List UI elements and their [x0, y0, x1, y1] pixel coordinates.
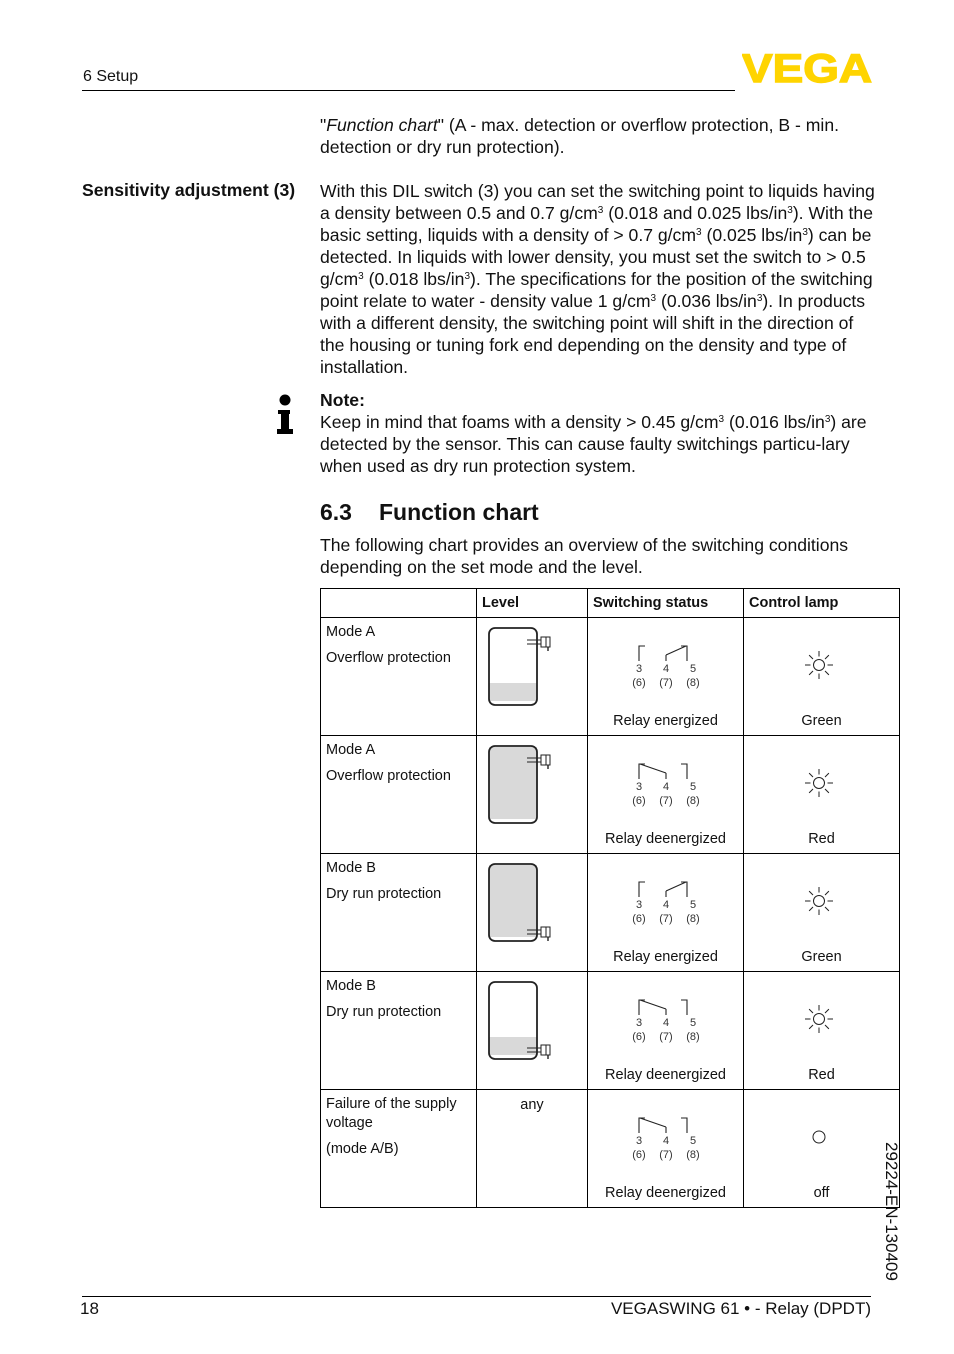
terminal-label: 3: [635, 1135, 643, 1147]
terminal-label: (8): [686, 1031, 700, 1043]
level-cell: [477, 972, 588, 1090]
terminal-label: 3: [635, 781, 643, 793]
mode-label: Mode B: [326, 860, 376, 876]
footer-title: VEGASWING 61 • - Relay (DPDT): [610, 1299, 871, 1318]
level-any-label: any: [520, 1097, 544, 1113]
table-row: [321, 1090, 900, 1208]
lamp-label: Green: [801, 713, 842, 729]
control-lamp-cell: [744, 618, 900, 736]
mode-cell: [321, 854, 477, 972]
control-lamp-cell: [744, 972, 900, 1090]
section-title: Function chart: [379, 499, 539, 525]
function-chart-table: [320, 588, 900, 1208]
lamp-on-icon: [802, 766, 836, 800]
svg-text:VEGA: VEGA: [742, 52, 872, 84]
level-cell: [477, 736, 588, 854]
terminal-label: 5: [689, 899, 697, 911]
terminal-label: (6): [632, 677, 646, 689]
function-label: Overflow protection: [326, 768, 451, 784]
document-number: [874, 1140, 914, 1290]
relay-contact-icon: [626, 759, 706, 809]
terminal-label: (6): [632, 795, 646, 807]
lamp-off-icon: [802, 1120, 836, 1154]
header-rule: [82, 90, 735, 91]
terminal-label: 3: [635, 1017, 643, 1029]
relay-status-label: Relay deenergized: [605, 1067, 726, 1083]
table-row: [321, 618, 900, 736]
terminal-label: 4: [662, 899, 670, 911]
lamp-label: off: [813, 1185, 830, 1201]
relay-status-label: Relay energized: [613, 713, 718, 729]
terminal-label: (8): [686, 677, 700, 689]
relay-status-label: Relay deenergized: [605, 1185, 726, 1201]
tank-icon: [477, 857, 557, 945]
info-icon: [274, 394, 296, 436]
note-text: Keep in mind that foams with a density > 0.45 $g/cm^3$ (0.016 lbs/$in^3$) are detected by the sensor. This can cause faulty switchings particu-lary when used as dry run protection system.: [320, 412, 867, 476]
switching-status-cell: [588, 972, 744, 1090]
section-intro: The following chart provides an overview of the switching conditions depending on the set mode and the level.: [320, 535, 849, 577]
mode-label: Mode A: [326, 742, 376, 758]
tank-icon: [477, 739, 557, 827]
lamp-on-icon: [802, 884, 836, 918]
terminal-label: 3: [635, 663, 643, 675]
function-label: Dry run protection: [326, 886, 442, 902]
table-header-row: [321, 589, 900, 618]
terminal-label: (7): [659, 677, 673, 689]
terminal-label: 5: [689, 1017, 697, 1029]
terminal-label: (7): [659, 913, 673, 925]
table-row: [321, 736, 900, 854]
terminal-label: 5: [689, 663, 697, 675]
relay-status-label: Relay deenergized: [605, 831, 726, 847]
lamp-label: Red: [808, 1067, 835, 1083]
lamp-on-icon: [802, 1002, 836, 1036]
table-row: [321, 972, 900, 1090]
lamp-label: Green: [801, 949, 842, 965]
column-header-level: Level: [477, 589, 588, 618]
relay-contact-icon: [626, 641, 706, 691]
terminal-label: 3: [635, 899, 643, 911]
footer-rule: [82, 1296, 871, 1297]
table-row: [321, 854, 900, 972]
level-cell: [477, 1090, 588, 1208]
terminal-label: 5: [689, 1135, 697, 1147]
switching-status-cell: [588, 618, 744, 736]
terminal-label: (8): [686, 1149, 700, 1161]
switching-status-cell: [588, 854, 744, 972]
mode-label: Failure of the supply: [326, 1096, 457, 1112]
note-title: Note:: [320, 390, 365, 410]
function-label: Overflow protection: [326, 650, 451, 666]
terminal-label: 5: [689, 781, 697, 793]
terminal-label: (7): [659, 795, 673, 807]
mode-cell: [321, 618, 477, 736]
mode-label-continued: voltage: [326, 1115, 373, 1131]
terminal-label: 4: [662, 1135, 670, 1147]
terminal-label: 4: [662, 781, 670, 793]
terminal-label: (6): [632, 913, 646, 925]
lamp-on-icon: [802, 648, 836, 682]
section-number: 6.3: [320, 499, 352, 525]
level-cell: [477, 618, 588, 736]
column-header: [321, 589, 477, 618]
terminal-label: (8): [686, 913, 700, 925]
mode-label: Mode A: [326, 624, 376, 640]
tank-icon: [477, 621, 557, 709]
relay-contact-icon: [626, 877, 706, 927]
switching-status-cell: [588, 1090, 744, 1208]
terminal-label: (6): [632, 1149, 646, 1161]
column-header-switching-status: Switching status: [588, 589, 744, 618]
control-lamp-cell: [744, 736, 900, 854]
lamp-label: Red: [808, 831, 835, 847]
function-label: Dry run protection: [326, 1004, 442, 1020]
terminal-label: 4: [662, 663, 670, 675]
mode-cell: [321, 1090, 477, 1208]
relay-status-label: Relay energized: [613, 949, 718, 965]
mode-cell: [321, 972, 477, 1090]
terminal-label: 4: [662, 1017, 670, 1029]
terminal-label: (8): [686, 795, 700, 807]
tank-icon: [477, 975, 557, 1063]
header-section: 6 Setup: [83, 68, 139, 85]
relay-contact-icon: [626, 1113, 706, 1163]
switching-status-cell: [588, 736, 744, 854]
terminal-label: (7): [659, 1031, 673, 1043]
sensitivity-text: With this DIL switch (3) you can set the switching point to liquids having a density between 0.5 and 0.7 $g/cm^3$ (0.018 and 0.025 lbs/$in^3$). With the basic setting, liquids with a density of > 0.7 $g/cm^3$ (0.025 lbs/$in^3$) can be detected. In liquids with lower density, you must set the switch to > 0.5 $g/cm^3$ (0.018 lbs/$in^3$). The specifications for the position of the switching point relate to water - density value 1 $g/cm^3$ (0.036 lbs/$in^3$). In products with a different density, the switching point will shift in the direction of the housing or tuning fork end depending on the density and type of installation.: [320, 181, 875, 377]
intro-paragraph: "Function chart" (A - max. detection or overflow protection, B - min. detection or dry run protection).: [320, 115, 840, 157]
level-cell: [477, 854, 588, 972]
column-header-control-lamp: Control lamp: [744, 589, 900, 618]
mode-cell: [321, 736, 477, 854]
svg-text:29224-EN-130409: 29224-EN-130409: [882, 1142, 901, 1281]
mode-label: Mode B: [326, 978, 376, 994]
terminal-label: (7): [659, 1149, 673, 1161]
relay-contact-icon: [626, 995, 706, 1045]
control-lamp-cell: [744, 854, 900, 972]
terminal-label: (6): [632, 1031, 646, 1043]
sensitivity-heading: Sensitivity adjustment (3): [82, 180, 296, 200]
function-label: (mode A/B): [326, 1141, 399, 1157]
page-number: 18: [80, 1299, 99, 1318]
vega-logo: [742, 52, 872, 84]
